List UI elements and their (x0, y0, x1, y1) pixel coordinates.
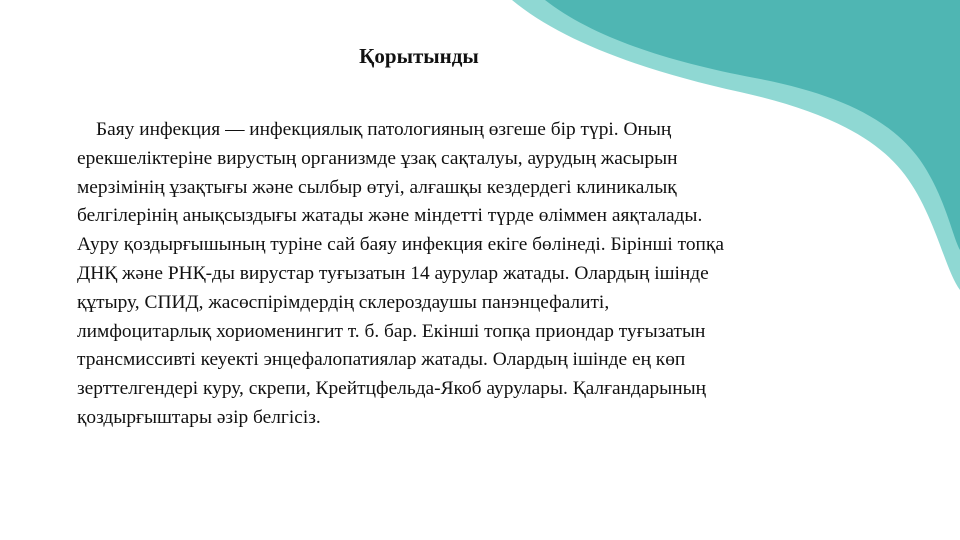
body-line: ДНҚ және РНҚ-ды вирустар туғызатын 14 аурулар жатады. Олардың ішінде (77, 262, 709, 284)
body-line: мерзімінің ұзақтығы және сылбыр өтуі, алғашқы кездердегі клиникалық (77, 176, 677, 198)
body-line: зерттелгендері куру, скрепи, Крейтцфельда-Якоб аурулары. Қалғандарының (77, 378, 706, 400)
body-line: Баяу инфекция — инфекциялық патологияның өзгеше бір түрі. Оның (96, 119, 672, 140)
body-line: қоздырғыштары әзір белгісіз. (77, 406, 321, 428)
slide-body-paragraph (77, 116, 897, 433)
slide-title: Қорытынды (359, 44, 479, 68)
body-line: Ауру қоздырғышының туріне сай баяу инфекция екіге бөлінеді. Бірінші топқа (77, 234, 724, 256)
body-line: белгілерінің анықсыздығы жатады және міндетті түрде өліммен аяқталады. (77, 205, 703, 227)
body-line: ерекшеліктеріне вирустың организмде ұзақ сақталуы, аурудың жасырын (77, 147, 678, 169)
body-line: трансмиссивті кеуекті энцефалопатиялар жатады. Олардың ішінде ең көп (77, 349, 686, 371)
body-line: лимфоцитарлық хориоменингит т. б. бар. Екінші топқа приондар туғызатын (77, 320, 706, 342)
body-line: құтыру, СПИД, жасөспірімдердің склероздаушы панэнцефалиті, (77, 291, 610, 313)
